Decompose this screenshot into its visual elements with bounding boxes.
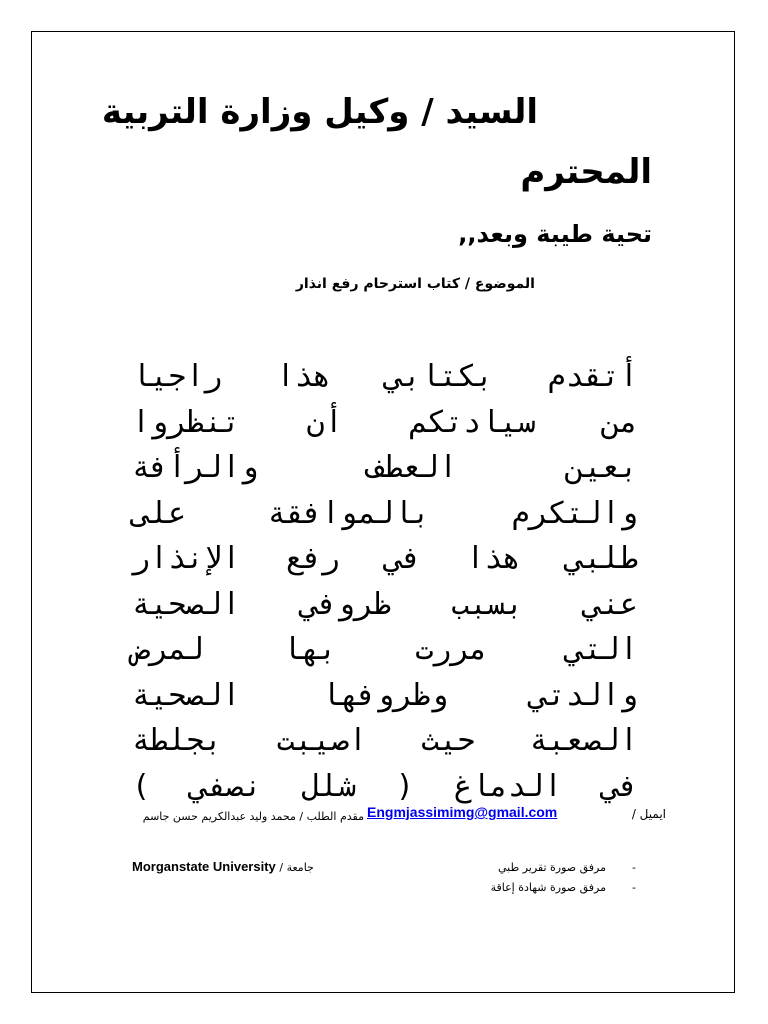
body-line: والدتي وظروفها الصحية [132,677,638,713]
body-line: من سيادتكم أن تنظروا [132,404,638,440]
body-line: في الدماغ ( شلل نصفي ) [132,768,638,804]
attachment-item [416,878,636,898]
letter-body [132,354,638,809]
letter-page [31,31,735,993]
applicant-name: مقدم الطلب / محمد وليد عبدالكريم حسن جاسم [142,810,364,823]
body-line: أتقدم بكتابي هذا راجيا [132,359,638,394]
body-line: التي مررت بها لمرض [132,632,638,667]
university-row [132,859,314,874]
body-line: الصعبة حيث اصيبت بجلطة [132,723,638,758]
attachment-disability-certificate: - مرفق صورة شهادة إعاقة [490,881,607,894]
addressee-heading: السيد / وكيل وزارة التربية [101,92,538,132]
attachments-list [416,858,636,898]
respected-heading: المحترم [520,152,652,192]
body-line: عني بسبب ظروفي الصحية [132,586,638,622]
body-line: بعين العطف والرأفة [132,450,638,485]
email-link[interactable]: Engmjassimimg@gmail.com [367,804,558,820]
attachment-item [416,858,636,878]
body-line: والتكرم بالموافقة على [132,495,638,531]
university-name: Morganstate University [132,859,276,874]
body-line: طلبي هذا في رفع الإنذار [132,541,638,576]
attachment-medical-report: - مرفق صورة تقرير طبي [497,861,607,874]
subject-line: الموضوع / كتاب استرحام رفع انذار [295,276,535,292]
email-label: ايميل / [631,807,666,821]
greeting-text: تحية طيبة وبعد,, [458,220,652,248]
university-label: جامعة / [279,861,314,874]
